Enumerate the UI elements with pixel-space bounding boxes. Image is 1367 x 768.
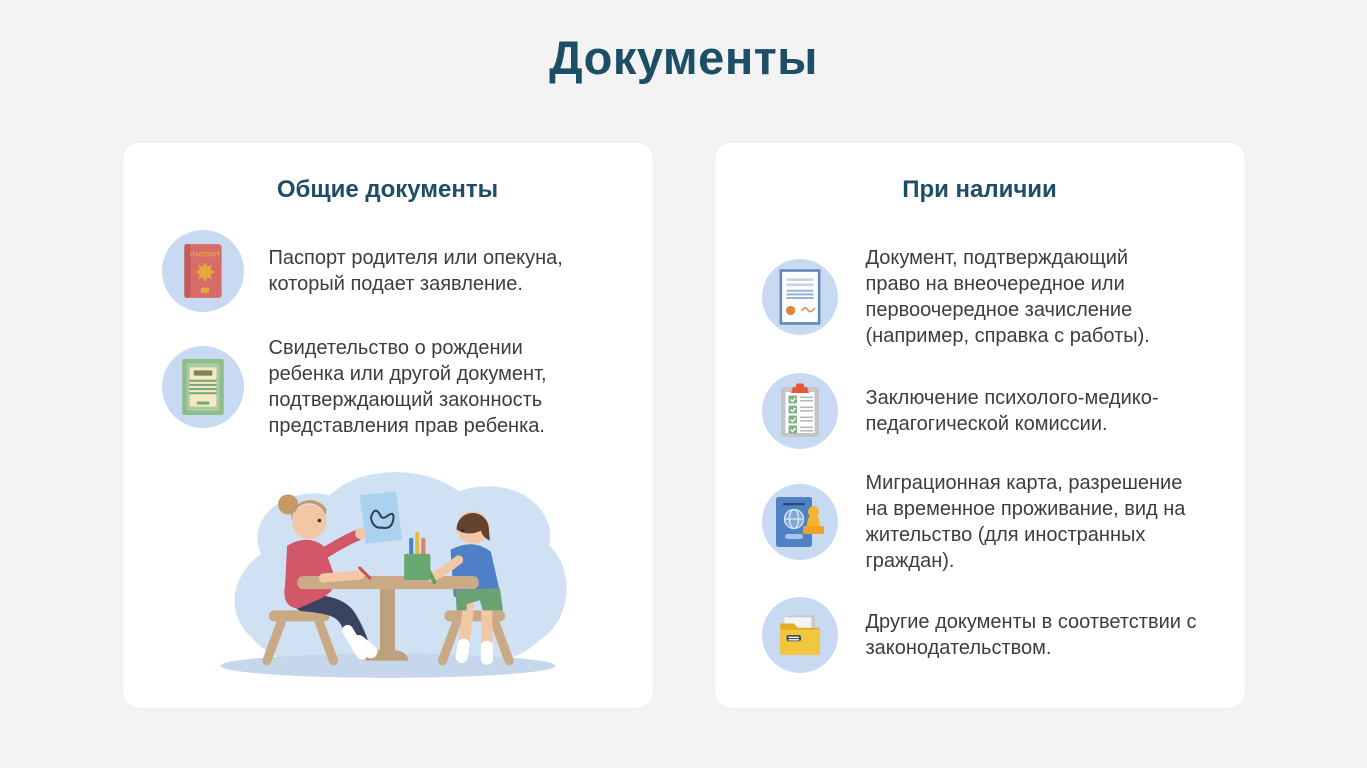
list-item-birth-certificate bbox=[123, 335, 653, 439]
icon-circle bbox=[762, 597, 838, 673]
list-item-text: Миграционная карта, разрешение на временное проживание, вид на жительство (для иностранных граждан). bbox=[865, 472, 1186, 572]
card-available-title: При наличии bbox=[902, 176, 1057, 203]
icon-circle bbox=[762, 373, 838, 449]
list-item-migration-card bbox=[715, 470, 1245, 574]
list-item-priority-document bbox=[715, 245, 1245, 349]
icon-circle bbox=[162, 230, 244, 312]
document-seal-icon bbox=[779, 269, 821, 325]
card-if-available bbox=[715, 143, 1245, 708]
list-item-commission-report bbox=[715, 373, 1245, 449]
card-general-title: Общие документы bbox=[276, 176, 499, 203]
folder-documents-icon bbox=[775, 613, 825, 657]
list-item-text: Другие документы в соответствии с законодательством. bbox=[865, 611, 1197, 659]
icon-circle bbox=[762, 484, 838, 560]
list-item-text: Свидетельство о рождении ребенка или другой документ, подтверждающий законность представления прав ребенка. bbox=[268, 337, 547, 437]
card-general-documents bbox=[123, 143, 653, 708]
birth-certificate-icon bbox=[179, 358, 227, 416]
list-item-passport bbox=[123, 230, 653, 312]
svg-text:ПАСПОРТ: ПАСПОРТ bbox=[189, 251, 220, 259]
list-item-other-documents bbox=[715, 597, 1245, 673]
passport-icon bbox=[178, 242, 228, 300]
migration-passport-stamp-icon bbox=[773, 494, 827, 550]
icon-circle bbox=[162, 346, 244, 428]
page-title: Документы bbox=[549, 31, 818, 84]
cards-container bbox=[0, 143, 1367, 708]
list-item-text: Паспорт родителя или опекуна, который подает заявление. bbox=[268, 247, 563, 295]
list-item-text: Заключение психолого-медико-педагогической комиссии. bbox=[865, 387, 1159, 435]
clipboard-checklist-icon bbox=[777, 383, 823, 439]
icon-circle bbox=[762, 259, 838, 335]
children-drawing-illustration bbox=[123, 457, 653, 689]
list-item-text: Документ, подтверждающий право на внеочередное или первоочередное зачисление (например, справка с работы). bbox=[865, 247, 1150, 347]
